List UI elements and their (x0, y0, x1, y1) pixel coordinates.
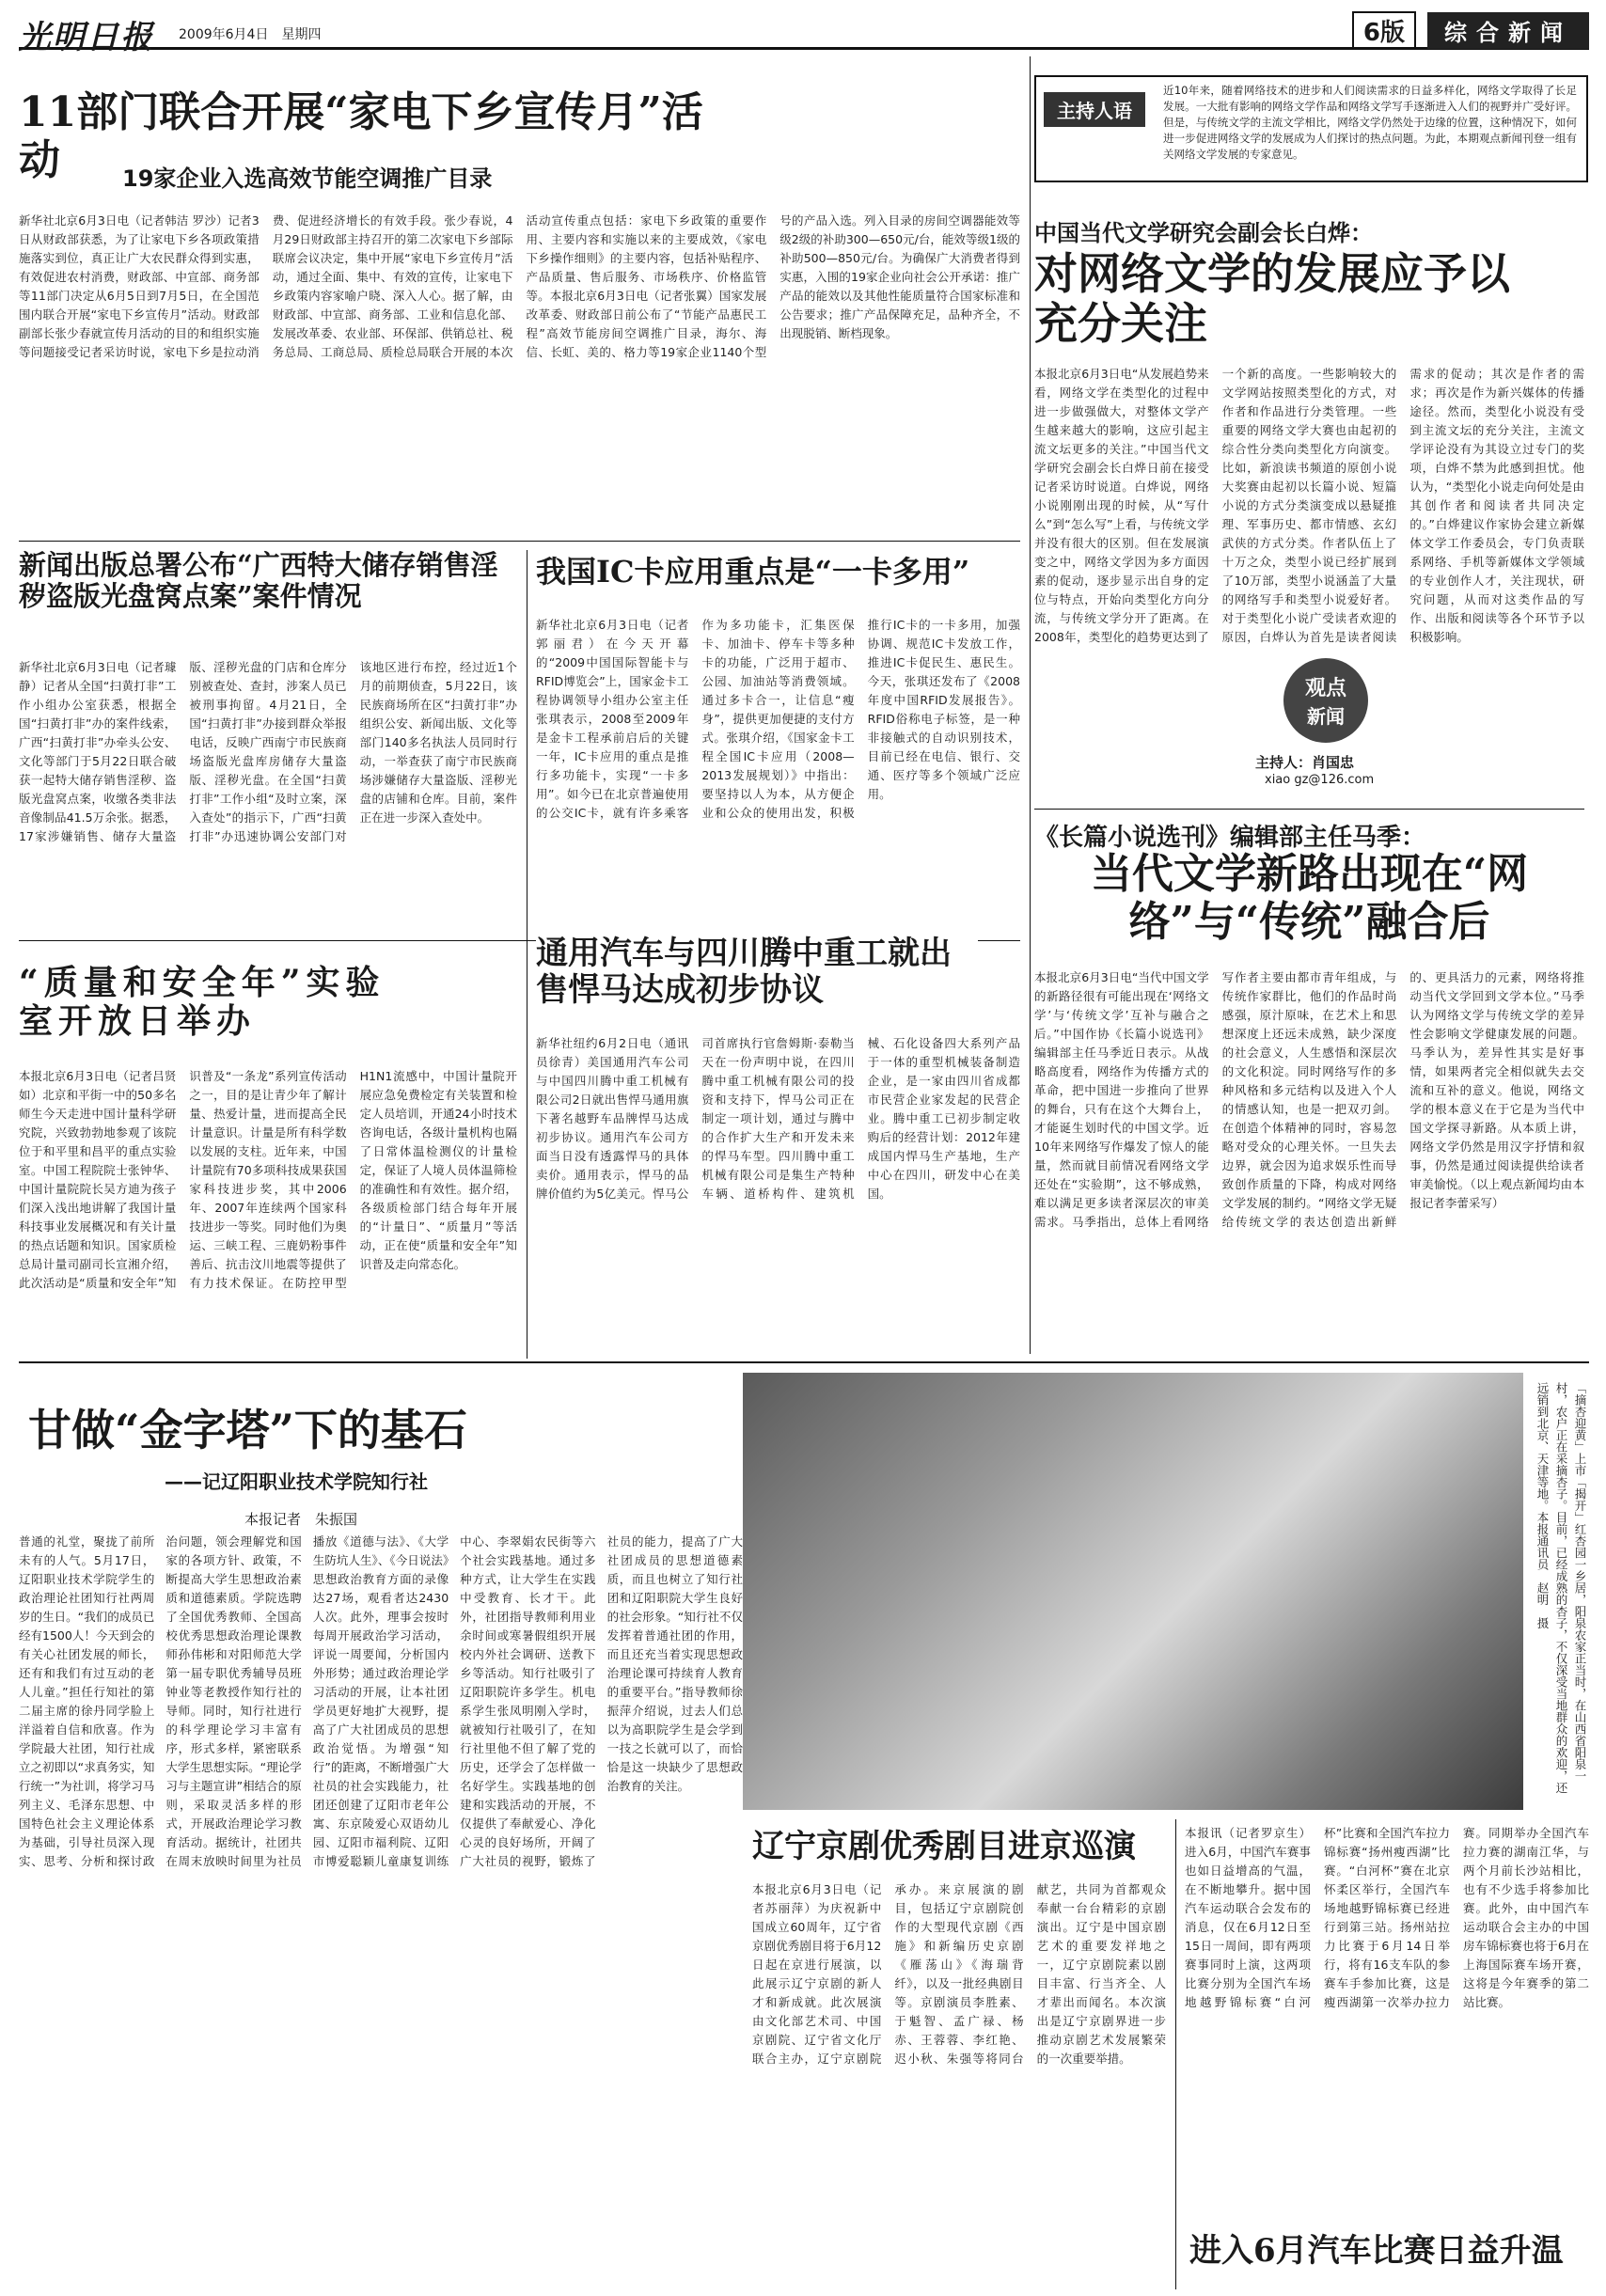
a3-body: 新华社北京6月3日电（记者郭丽君）在今天开幕的“2009中国国际智能卡与RFID博览会”上，国家金卡工程协调领导小组办公室主任张琪表示，2008至2009年是金卡工程承前启后的关键一年，IC卡应用的重点是推行多功能卡，实现“一卡多用”。如今已在北京普遍使用的公交IC卡，就有许多乘客作为多功能卡，汇集医保卡、加油卡、停车卡等多种卡的功能，广泛用于超市、公园、加油站等消费领域。通过多卡合一，让信息“瘦身”，提供更加便捷的支付方式。张琪介绍，《国家金卡工程全国IC卡应用（2008—2013发展规划）》中指出：要坚持以人为本，从方便企业和公众的使用出发，积极推行IC卡的一卡多用，加强协调、规范IC卡发放工作，推进IC卡促民生、惠民生。今天，张琪还发布了《2008年度中国RFID发展报告》。RFID俗称电子标签，是一种非接触式的自动识别技术，目前已经在电信、银行、交通、医疗等多个领域广泛应用。 (536, 618, 1020, 820)
a9-headline: 辽宁京剧优秀剧目进京巡演 (752, 1828, 1136, 1865)
a6-body: 普通的礼堂，聚拢了前所未有的人气。5月17日，辽阳职业技术学院学生的政治理论社团知行社两周岁的生日。“我们的成员已经有1500人！今天到会的有关心社团发展的师长，还有和我们有过互动的老人儿童。”担任行知社的第二届主席的徐丹同学脸上洋溢着自信和欣喜。作为学院最大社团，知行社成立之初即以“求真务实，知行统一”为社训，将学习马列主义、毛泽东思想、中国特色社会主义理论体系为基础，引导社员深入现实、思考、分析和探讨政治问题，领会理解党和国家的各项方针、政策，不断提高大学生思想政治素质和道德素质。学院选聘了全国优秀教师、全国高校优秀思想政治理论课教师孙伟彬和对阳师范大学第一届专职优秀辅导员班钟业等老教授作知行社的导师。同时，知行社进行的科学理论学习丰富有序，形式多样，紧密联系大学生思想实际。“理论学习与主题宣讲”相结合的原则，采取灵活多样的形式，开展政治理论学习教育活动。据统计，社团共在周末放映时间里为社员播放《道德与法》、《大学生防坑人生》、《今日说法》思想政治教育方面的录像达27场，观看者达2430人次。此外，理事会按时每周开展政治学习活动，评说一周要闻，分析国内外形势；通过政治理论学习活动的开展，让本社团学员更好地扩大视野，提高了广大社团成员的思想政治觉悟。为增强“知行”的距离，不断增强广大社员的社会实践能力，社团还创建了辽阳市老年公寓、东京陵爱心双语幼儿园、辽阳市福利院、辽阳市博爱聪颖儿童康复训练中心、李翠娟农民街等六个社会实践基地。通过多种方式，让大学生在实践中受教育、长才干。此外，社团指导教师利用业余时间或寒暑假组织开展校内外社会调研、送教下乡等活动。知行社吸引了辽阳职院许多学生。机电系学生张凤明刚入学时，就被知行社吸引了，在知行社里他不但了解了党的历史，还学会了怎样做一名好学生。实践基地的创建和实践活动的开展，不仅提供了奉献爱心、净化心灵的良好场所，开阔了广大社员的视野，锻炼了社员的能力，提高了广大社团成员的思想道德素质，而且也树立了知行社团和辽阳职院大学生良好的社会形象。“知行社不仅发挥着普通社团的作用，而且还充当着实现思想政治理论课可持续育人教育的重要平台。”指导教师徐振萍介绍说，过去人们总以为高职院学生是会学到一技之长就可以了，而恰恰是这一块缺少了思想政治教育的关注。 (19, 1534, 743, 1868)
masthead (19, 11, 1589, 56)
a7-kicker: 中国当代文学研究会副会长白烨： (1034, 220, 1373, 246)
a4-headline: 通用汽车与四川腾中重工就出售悍马达成初步协议 (536, 926, 978, 1009)
apricot-harvest-photo (743, 1373, 1523, 1810)
emblem-bottom: 新闻 (1307, 705, 1345, 728)
a5-body: 本报北京6月3日电（记者吕贤如）北京和平街一中的50多名师生今天走进中国计量科学研究院，兴致勃勃地参观了该院位于和平里和昌平的重点实验室。中国工程院院士张钟华、中国计量院院长吴方迪为孩子们深入浅出地讲解了我国计量科技事业发展概况和有关计量的热点话题和知识。国家质检总局计量司副司长宣湘介绍，此次活动是“质量和安全年”知识普及“一条龙”系列宣传活动之一，目的是让青少年了解计量、热爱计量，进而提高全民计量意识。计量是所有科学数以发展的支柱。近年来，中国计量院有70多项科技成果获国家科技进步奖，其中2006年、2007年连续两个国家科技进步一等奖。同时他们为奥运、三峡工程、三鹿奶粉事件善后、抗击汶川地震等提供了有力技术保证。在防控甲型H1N1流感中，中国计量院开展应急免费检定有关装置和检定人员培训，开通24小时技术咨询电话，各级计量机构也隔了日常体温检测仪的计量检定，保证了人境人员体温筛检的准确性和有效性。据介绍，各级质检部门结合每年开展的“计量日”、“质量月”等活动，正在使“质量和安全年”知识普及走向常态化。 (19, 1069, 517, 1290)
a8-kicker: 《长篇小说选刊》编辑部主任马季： (1034, 824, 1426, 852)
a9-body: 本报北京6月3日电（记者苏丽萍）为庆祝新中国成立60周年，辽宁省京剧优秀剧目将于6月12日起在京进行展演，以此展示辽宁京剧的新人才和新成就。此次展演由文化部艺术司、中国京剧院、辽宁省文化厅联合主办，辽宁京剧院承办。来京展演的剧目，包括辽宁京剧院创作的大型现代京剧《西施》和新编历史京剧《雁荡山》《海瑞背纤》，以及一批经典剧目等。京剧演员李胜素、于魁智、孟广禄、杨赤、王蓉蓉、李红艳、迟小秋、朱强等将同台献艺，共同为首都观众奉献一台台精彩的京剧演出。辽宁是中国京剧艺术的重要发祥地之一，辽宁京剧院素以剧目丰富、行当齐全、人才辈出而闻名。本次演出是辽宁京剧界进一步推动京剧艺术发展繁荣的一次重要举措。 (752, 1882, 1166, 2066)
a8-headline: 当代文学新路出现在“网络”与“传统”融合后 (1090, 850, 1529, 946)
divider (1030, 56, 1031, 1354)
divider (1175, 1819, 1176, 2289)
page-number: 6版 (1352, 11, 1416, 50)
a4-body: 新华社纽约6月2日电（通讯员徐青）美国通用汽车公司与中国四川腾中重工机械有限公司2日就出售悍马通用旗下著名越野车品牌悍马达成初步协议。通用汽车公司方面当日没有透露悍马的具体卖价。通用表示，悍马的品牌价值约为5亿美元。悍马公司首席执行官詹姆斯·泰勒当天在一份声明中说，在四川腾中重工机械有限公司的投资和支持下，悍马公司正在制定一项计划，通过与腾中的合作扩大生产和开发未来的悍马车型。四川腾中重工机械有限公司是集生产特种车辆、道桥构件、建筑机械、石化设备四大系列产品于一体的重型机械装备制造企业，是一家由四川省成都市民营企业家发起的民营企业。腾中重工已初步制定收购后的经营计划：2012年建成国内悍马生产基地，生产中心在四川，研发中心在美国。 (536, 1036, 1020, 1201)
section-name: 综合新闻 (1427, 12, 1589, 49)
host-intro-box (1034, 75, 1588, 182)
divider (19, 1361, 1589, 1363)
a7-headline: 对网络文学的发展应予以充分关注 (1034, 248, 1510, 349)
a7-body: 本报北京6月3日电“从发展趋势来看，网络文学在类型化的过程中进一步做强做大，对整体文学产生越来越大的影响，这应引起主流文坛更多的关注。”中国当代文学研究会副会长白烨日前在接受记者采访时说道。白烨说，网络小说刚刚出现的时候，从“写什么”到“怎么写”上看，与传统文学并没有很大的区别。但在发展演变之中，网络文学因为多方面因素的促动，逐步显示出自身的定位与特点，开始向类型化方向分流，与传统文学分开了距离。在2008年，类型化的趋势更达到了一个新的高度。一些影响较大的文学网站按照类型化的方式，对作者和作品进行分类管理。一些重要的网络文学大赛也由起初的综合性分类向类型化方向演变。比如，新浪读书频道的原创小说大奖赛由起初以长篇小说、短篇小说的方式分类演变成以悬疑推理、军事历史、都市情感、玄幻武侠的方式分类。作者队伍上了十万之众，类型小说已经扩展到了10万部，类型小说涵盖了大量的网络写手和类型小说爱好者。对于类型化小说广受读者欢迎的原因，白烨认为首先是读者阅读需求的促动；其次是作者的需求；再次是作为新兴媒体的传播途径。然而，类型化小说没有受到主流文坛的充分关注，主流文学评论没有为其设立过专门的奖项，白烨不禁为此感到担忧。他认为，“类型化小说走向何处是由其创作者和阅读者共同决定的。”白烨建议作家协会建立新媒体文学工作委员会，专门负责联系网络、手机等新媒体文学领域的专业创作人才，关注现状，研究问题，从而对这类作品的写作、出版和阅读等各个环节予以积极影响。 (1034, 367, 1584, 644)
a6-headline: 甘做“金字塔”下的基石 (28, 1405, 467, 1455)
a1-headline: 11部门联合开展“家电下乡宣传月”活动 (19, 88, 703, 184)
emblem-top: 观点 (1304, 677, 1346, 700)
a6-byline: 本报记者 朱振国 (244, 1511, 358, 1528)
a3-headline: 我国IC卡应用重点是“一卡多用” (536, 554, 970, 590)
a10-body: 本报讯（记者罗京生）进入6月，中国汽车赛事也如日益增高的气温，在不断地攀升。据中国汽车运动联合会发布的消息，仅在6月12日至15日一周间，即有两项赛事同时上演，这两项比赛分别为全国汽车场地越野锦标赛“白河杯”比赛和全国汽车拉力锦标赛“扬州瘦西湖”比赛。“白河杯”赛在北京怀柔区举行，全国汽车场地越野锦标赛已经进行到第三站。扬州站拉力比赛于6月14日举行，将有16支车队的参赛车手参加比赛，这是瘦西湖第一次举办拉力赛。同期举办全国汽车拉力赛的湖南江华，与两个月前长沙站相比，也有不少选手将参加比赛。此外，由中国汽车运动联合会主办的中国房车锦标赛也将于6月在上海国际赛车场开赛，这将是今年赛季的第二站比赛。 (1185, 1826, 1589, 2009)
host-intro: 近10年来，随着网络技术的进步和人们阅读需求的日益多样化，网络文学取得了长足发展。一大批有影响的网络文学作品和网络文学写手逐渐进入人们的视野并广受好评。但是，与传统文学的主流文学相比，网络文学仍然处于边缘的位置，这种情况下，如何进一步促进网络文学的发展成为人们探讨的热点问题。为此，本期观点新闻刊登一组有关网络文学发展的专家意见。 (1163, 84, 1577, 161)
photo-caption: 「摘杏迎黄」上市「揭开」红杏园一乡居，阳泉农家正当时，在山西省阳泉一村，农户正在采摘杏子。目前，已经成熟的杏子，不仅深受当地群众的欢迎，还远销到北京、天津等地。本报通讯员 赵明 摄 (1535, 1382, 1587, 1794)
a6-subhead: ——记辽阳职业技术学院知行社 (165, 1470, 428, 1493)
page-section-box (1352, 11, 1589, 50)
a10-headline: 进入6月汽车比赛日益升温 (1189, 2232, 1564, 2270)
host-email: xiao gz@126.com (1265, 773, 1375, 787)
a2-body: 新华社北京6月3日电（记者璩静）记者从全国“扫黄打非”工作小组办公室获悉，根据全国“扫黄打非”办的案件线索，广西“扫黄打非”办牵头公安、文化等部门于5月22日联合破获一起特大储存销售淫秽、盗版光盘窝点案，收缴各类非法音像制品41.5万余张。据悉，17家涉嫌销售、储存大量盗版、淫秽光盘的门店和仓库分别被查处、查封，涉案人员已被刑事拘留。4月21日，全国“扫黄打非”办接到群众举报电话，反映广西南宁市民族商场盗版光盘库房储存大量盗版、淫秽光盘。在全国“扫黄打非”工作小组“及时立案，深入查处”的指示下，广西“扫黄打非”办迅速协调公安部门对该地区进行布控，经过近1个月的前期侦查，5月22日，该民族商场所在区“扫黄打非”办组织公安、新闻出版、文化等部门140多名执法人员同时行动，一举查获了南宁市民族商场涉嫌储存大量盗版、淫秽光盘的店铺和仓库。目前，案件正在进一步深入查处中。 (19, 660, 517, 843)
a2-headline: 新闻出版总署公布“广西特大储存销售淫秽盗版光盘窝点案”案件情况 (19, 549, 498, 613)
viewpoint-news-emblem (1283, 658, 1368, 743)
a5-headline: “质量和安全年”实验室开放日举办 (19, 963, 386, 1042)
divider (1034, 809, 1584, 810)
newspaper-logo: 光明日报 (19, 19, 154, 56)
a1-body: 新华社北京6月3日电（记者韩洁 罗沙）记者3日从财政部获悉，为了让家电下乡各项政策措施落实到位，真正让广大农民群众得到实惠，有效促进农村消费，财政部、中宣部、商务部等11部门决定从6月5日到7月5日，在全国范围内联合开展“家电下乡宣传月”活动。财政部副部长张少春就宣传月活动的目的和组织实施等问题接受记者采访时说，家电下乡是拉动消费、促进经济增长的有效手段。张少春说，4月29日财政部主持召开的第二次家电下乡部际联席会议决定，集中开展“家电下乡宣传月”活动，通过全面、集中、有效的宣传，让家电下乡政策内容家喻户晓、深入人心。据了解，由财政部、中宣部、商务部、工业和信息化部、发展改革委、农业部、环保部、供销总社、税务总局、工商总局、质检总局联合开展的本次活动宣传重点包括：家电下乡政策的重要作用、主要内容和实施以来的主要成效，《家电下乡操作细则》的主要内容，包括补贴程序、产品质量、售后服务、市场秩序、价格监管等。本报北京6月3日电（记者张翼）国家发展改革委、财政部日前公布了“节能产品惠民工程”高效节能房间空调推广目录，海尔、海信、长虹、美的、格力等19家企业1140个型号的产品入选。列入目录的房间空调器能效等级2级的补助300—650元/台，能效等级1级的补助500—850元/台。为确保广大消费者得到实惠，入围的19家企业向社会公开承诺：推广产品的能效以及其他性能质量符合国家标准和公告要求；推广产品保障充足，品种齐全，不出现脱销、断档现象。 (19, 213, 1020, 359)
a1-subhead: 19家企业入选高效节能空调推广目录 (122, 165, 493, 192)
issue-date: 2009年6月4日 星期四 (179, 27, 322, 42)
host-tag: 主持人语 (1044, 92, 1145, 127)
divider (19, 541, 1020, 542)
a8-body: 本报北京6月3日电“当代中国文学的新路径很有可能出现在‘网络文学’与‘传统文学’互补与融合之后。”中国作协《长篇小说选刊》编辑部主任马季近日表示。从战略高度看，网络作为传播方式的革命，把中国进一步推向了世界的舞台，只有在这个大舞台上，才能诞生划时代的中国文学。近10年来网络写作爆发了惊人的能量，然而就目前情况看网络文学还处在“实验期”，这不够成熟，难以满足更多读者深层次的审美需求。马季指出，总体上看网络写作者主要由都市青年组成，与传统作家群比，他们的作品时尚感强，原汁原味，在艺术上和思想深度上还远未成熟，缺少深度的社会意义，人生感悟和深层次的文化积淀。同时网络写作的多种风格和多元结构以及进入个人的情感认知，也是一把双刃剑。在创造个体精神的同时，容易忽略对受众的心理关怀。一旦失去边界，就会因为追求娱乐性而导致创作质量的下降，构成对网络文学发展的制约。“网络文学无疑给传统文学的表达创造出新鲜的、更具活力的元素，网络将推动当代文学回到文学本位。”马季认为网络文学与传统文学的差异性会影响文学健康发展的问题。马季认为，差异性其实是好事情，如果两者完全相似就失去交流和互补的意义。他说，网络文学的根本意义在于它是为当代中国文学探寻新路。从本质上讲，网络文学仍然是用汉字抒情和叙事，仍然是通过阅读提供给读者审美愉悦。（以上观点新闻均由本报记者李蕾采写） (1034, 970, 1584, 1229)
host-name: 主持人：肖国忠 (1255, 754, 1355, 771)
